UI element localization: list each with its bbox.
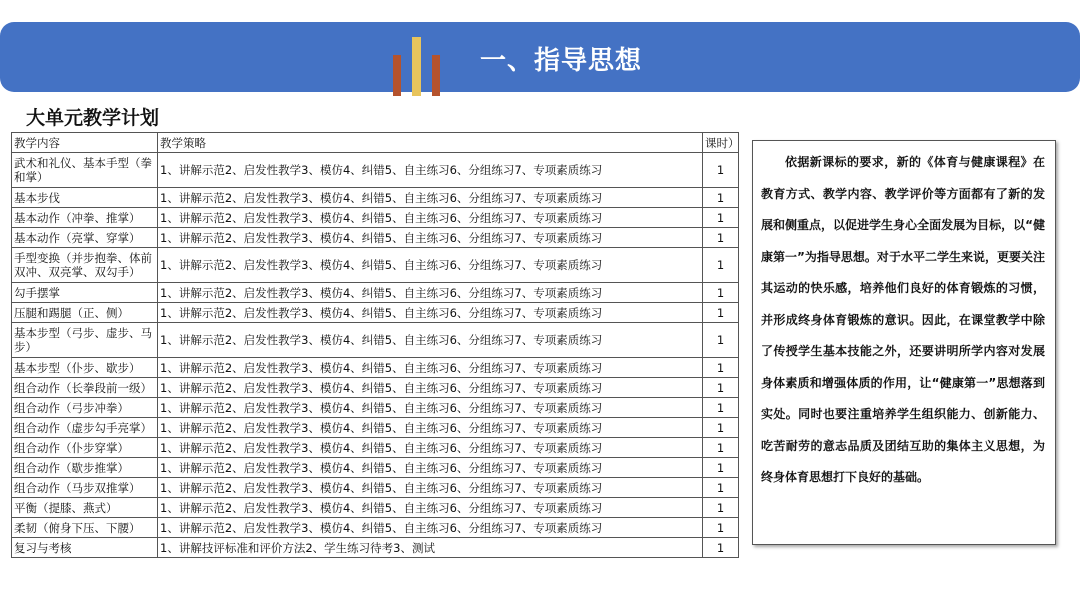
cell-content: 基本动作（冲拳、推掌） — [12, 208, 158, 228]
cell-strategy: 1、讲解示范2、启发性教学3、模仿4、纠错5、自主练习6、分组练习7、专项素质练习 — [158, 248, 703, 283]
section-title: 大单元教学计划 — [26, 107, 160, 129]
cell-hours: 1 — [703, 398, 739, 418]
table-row — [12, 478, 739, 498]
table-row — [12, 518, 739, 538]
table-row — [12, 208, 739, 228]
column-header-content: 教学内容 — [12, 133, 158, 153]
cell-hours: 1 — [703, 378, 739, 398]
cell-content: 基本动作（亮掌、穿掌） — [12, 228, 158, 248]
cell-content: 平衡（提膝、燕式） — [12, 498, 158, 518]
table-row — [12, 358, 739, 378]
table-row — [12, 153, 739, 188]
cell-hours: 1 — [703, 303, 739, 323]
cell-strategy: 1、讲解示范2、启发性教学3、模仿4、纠错5、自主练习6、分组练习7、专项素质练习 — [158, 518, 703, 538]
cell-strategy: 1、讲解示范2、启发性教学3、模仿4、纠错5、自主练习6、分组练习7、专项素质练习 — [158, 378, 703, 398]
decorative-bar-right — [432, 55, 440, 96]
cell-content: 压腿和踢腿（正、侧） — [12, 303, 158, 323]
cell-content: 柔韧（俯身下压、下腰） — [12, 518, 158, 538]
cell-hours: 1 — [703, 538, 739, 558]
cell-strategy: 1、讲解示范2、启发性教学3、模仿4、纠错5、自主练习6、分组练习7、专项素质练习 — [158, 228, 703, 248]
cell-strategy: 1、讲解示范2、启发性教学3、模仿4、纠错5、自主练习6、分组练习7、专项素质练习 — [158, 153, 703, 188]
cell-strategy: 1、讲解示范2、启发性教学3、模仿4、纠错5、自主练习6、分组练习7、专项素质练习 — [158, 208, 703, 228]
cell-hours: 1 — [703, 518, 739, 538]
cell-strategy: 1、讲解示范2、启发性教学3、模仿4、纠错5、自主练习6、分组练习7、专项素质练习 — [158, 438, 703, 458]
cell-content: 勾手摆掌 — [12, 283, 158, 303]
cell-content: 复习与考核 — [12, 538, 158, 558]
cell-hours: 1 — [703, 458, 739, 478]
guiding-thought-textbox: 依据新课标的要求，新的《体育与健康课程》在教育方式、教学内容、教学评价等方面都有了新的发展和侧重点，以促进学生身心全面发展为目标，以“健康第一”为指导思想。对于水平二学生来说，更要关注其运动的快乐感，培养他们良好的体育锻炼的习惯，并形成终身体育锻炼的意识。因此，在课堂教学中除了传授学生基本技能之外，还要讲明所学内容对发展身体素质和增强体质的作用，让“健康第一”思想落到实处。同时也要注重培养学生组织能力、创新能力、吃苦耐劳的意志品质及团结互助的集体主义思想，为终身体育思想打下良好的基础。 — [752, 140, 1056, 545]
table-row — [12, 283, 739, 303]
teaching-plan-table — [11, 132, 739, 558]
cell-hours: 1 — [703, 283, 739, 303]
cell-hours: 1 — [703, 248, 739, 283]
cell-content: 组合动作（马步双推掌） — [12, 478, 158, 498]
cell-strategy: 1、讲解示范2、启发性教学3、模仿4、纠错5、自主练习6、分组练习7、专项素质练习 — [158, 458, 703, 478]
cell-hours: 1 — [703, 323, 739, 358]
cell-hours: 1 — [703, 438, 739, 458]
cell-strategy: 1、讲解示范2、启发性教学3、模仿4、纠错5、自主练习6、分组练习7、专项素质练习 — [158, 418, 703, 438]
table-row — [12, 538, 739, 558]
cell-strategy: 1、讲解技评标准和评价方法2、学生练习待考3、测试 — [158, 538, 703, 558]
cell-strategy: 1、讲解示范2、启发性教学3、模仿4、纠错5、自主练习6、分组练习7、专项素质练习 — [158, 323, 703, 358]
cell-hours: 1 — [703, 358, 739, 378]
table-row — [12, 458, 739, 478]
cell-strategy: 1、讲解示范2、启发性教学3、模仿4、纠错5、自主练习6、分组练习7、专项素质练习 — [158, 283, 703, 303]
cell-hours: 1 — [703, 153, 739, 188]
cell-strategy: 1、讲解示范2、启发性教学3、模仿4、纠错5、自主练习6、分组练习7、专项素质练习 — [158, 358, 703, 378]
cell-content: 组合动作（歇步推掌） — [12, 458, 158, 478]
table-row — [12, 248, 739, 283]
table-row — [12, 323, 739, 358]
cell-content: 组合动作（仆步穿掌） — [12, 438, 158, 458]
column-header-hours: 课时） — [703, 133, 739, 153]
cell-content: 基本步伐 — [12, 188, 158, 208]
table-row — [12, 378, 739, 398]
cell-strategy: 1、讲解示范2、启发性教学3、模仿4、纠错5、自主练习6、分组练习7、专项素质练习 — [158, 478, 703, 498]
cell-hours: 1 — [703, 188, 739, 208]
table-row — [12, 398, 739, 418]
table-row — [12, 438, 739, 458]
cell-hours: 1 — [703, 208, 739, 228]
table-row — [12, 418, 739, 438]
cell-strategy: 1、讲解示范2、启发性教学3、模仿4、纠错5、自主练习6、分组练习7、专项素质练习 — [158, 303, 703, 323]
cell-hours: 1 — [703, 498, 739, 518]
cell-strategy: 1、讲解示范2、启发性教学3、模仿4、纠错5、自主练习6、分组练习7、专项素质练习 — [158, 498, 703, 518]
cell-content: 组合动作（弓步冲拳） — [12, 398, 158, 418]
cell-content: 基本步型（仆步、歇步） — [12, 358, 158, 378]
cell-hours: 1 — [703, 228, 739, 248]
decorative-bar-left — [393, 55, 401, 96]
column-header-strategy: 教学策略 — [158, 133, 703, 153]
cell-content: 武术和礼仪、基本手型（拳和掌） — [12, 153, 158, 188]
table-row — [12, 498, 739, 518]
cell-strategy: 1、讲解示范2、启发性教学3、模仿4、纠错5、自主练习6、分组练习7、专项素质练习 — [158, 188, 703, 208]
table-row — [12, 228, 739, 248]
cell-content: 组合动作（长拳段前一级） — [12, 378, 158, 398]
page-title: 一、指导思想 — [480, 46, 643, 76]
table-row — [12, 188, 739, 208]
table-row — [12, 303, 739, 323]
table-header-row — [12, 133, 739, 153]
cell-hours: 1 — [703, 478, 739, 498]
decorative-bar-middle — [412, 37, 421, 96]
cell-content: 基本步型（弓步、虚步、马步） — [12, 323, 158, 358]
cell-strategy: 1、讲解示范2、启发性教学3、模仿4、纠错5、自主练习6、分组练习7、专项素质练习 — [158, 398, 703, 418]
cell-content: 组合动作（虚步勾手亮掌） — [12, 418, 158, 438]
cell-content: 手型变换（并步抱拳、体前双冲、双亮掌、双勾手） — [12, 248, 158, 283]
cell-hours: 1 — [703, 418, 739, 438]
